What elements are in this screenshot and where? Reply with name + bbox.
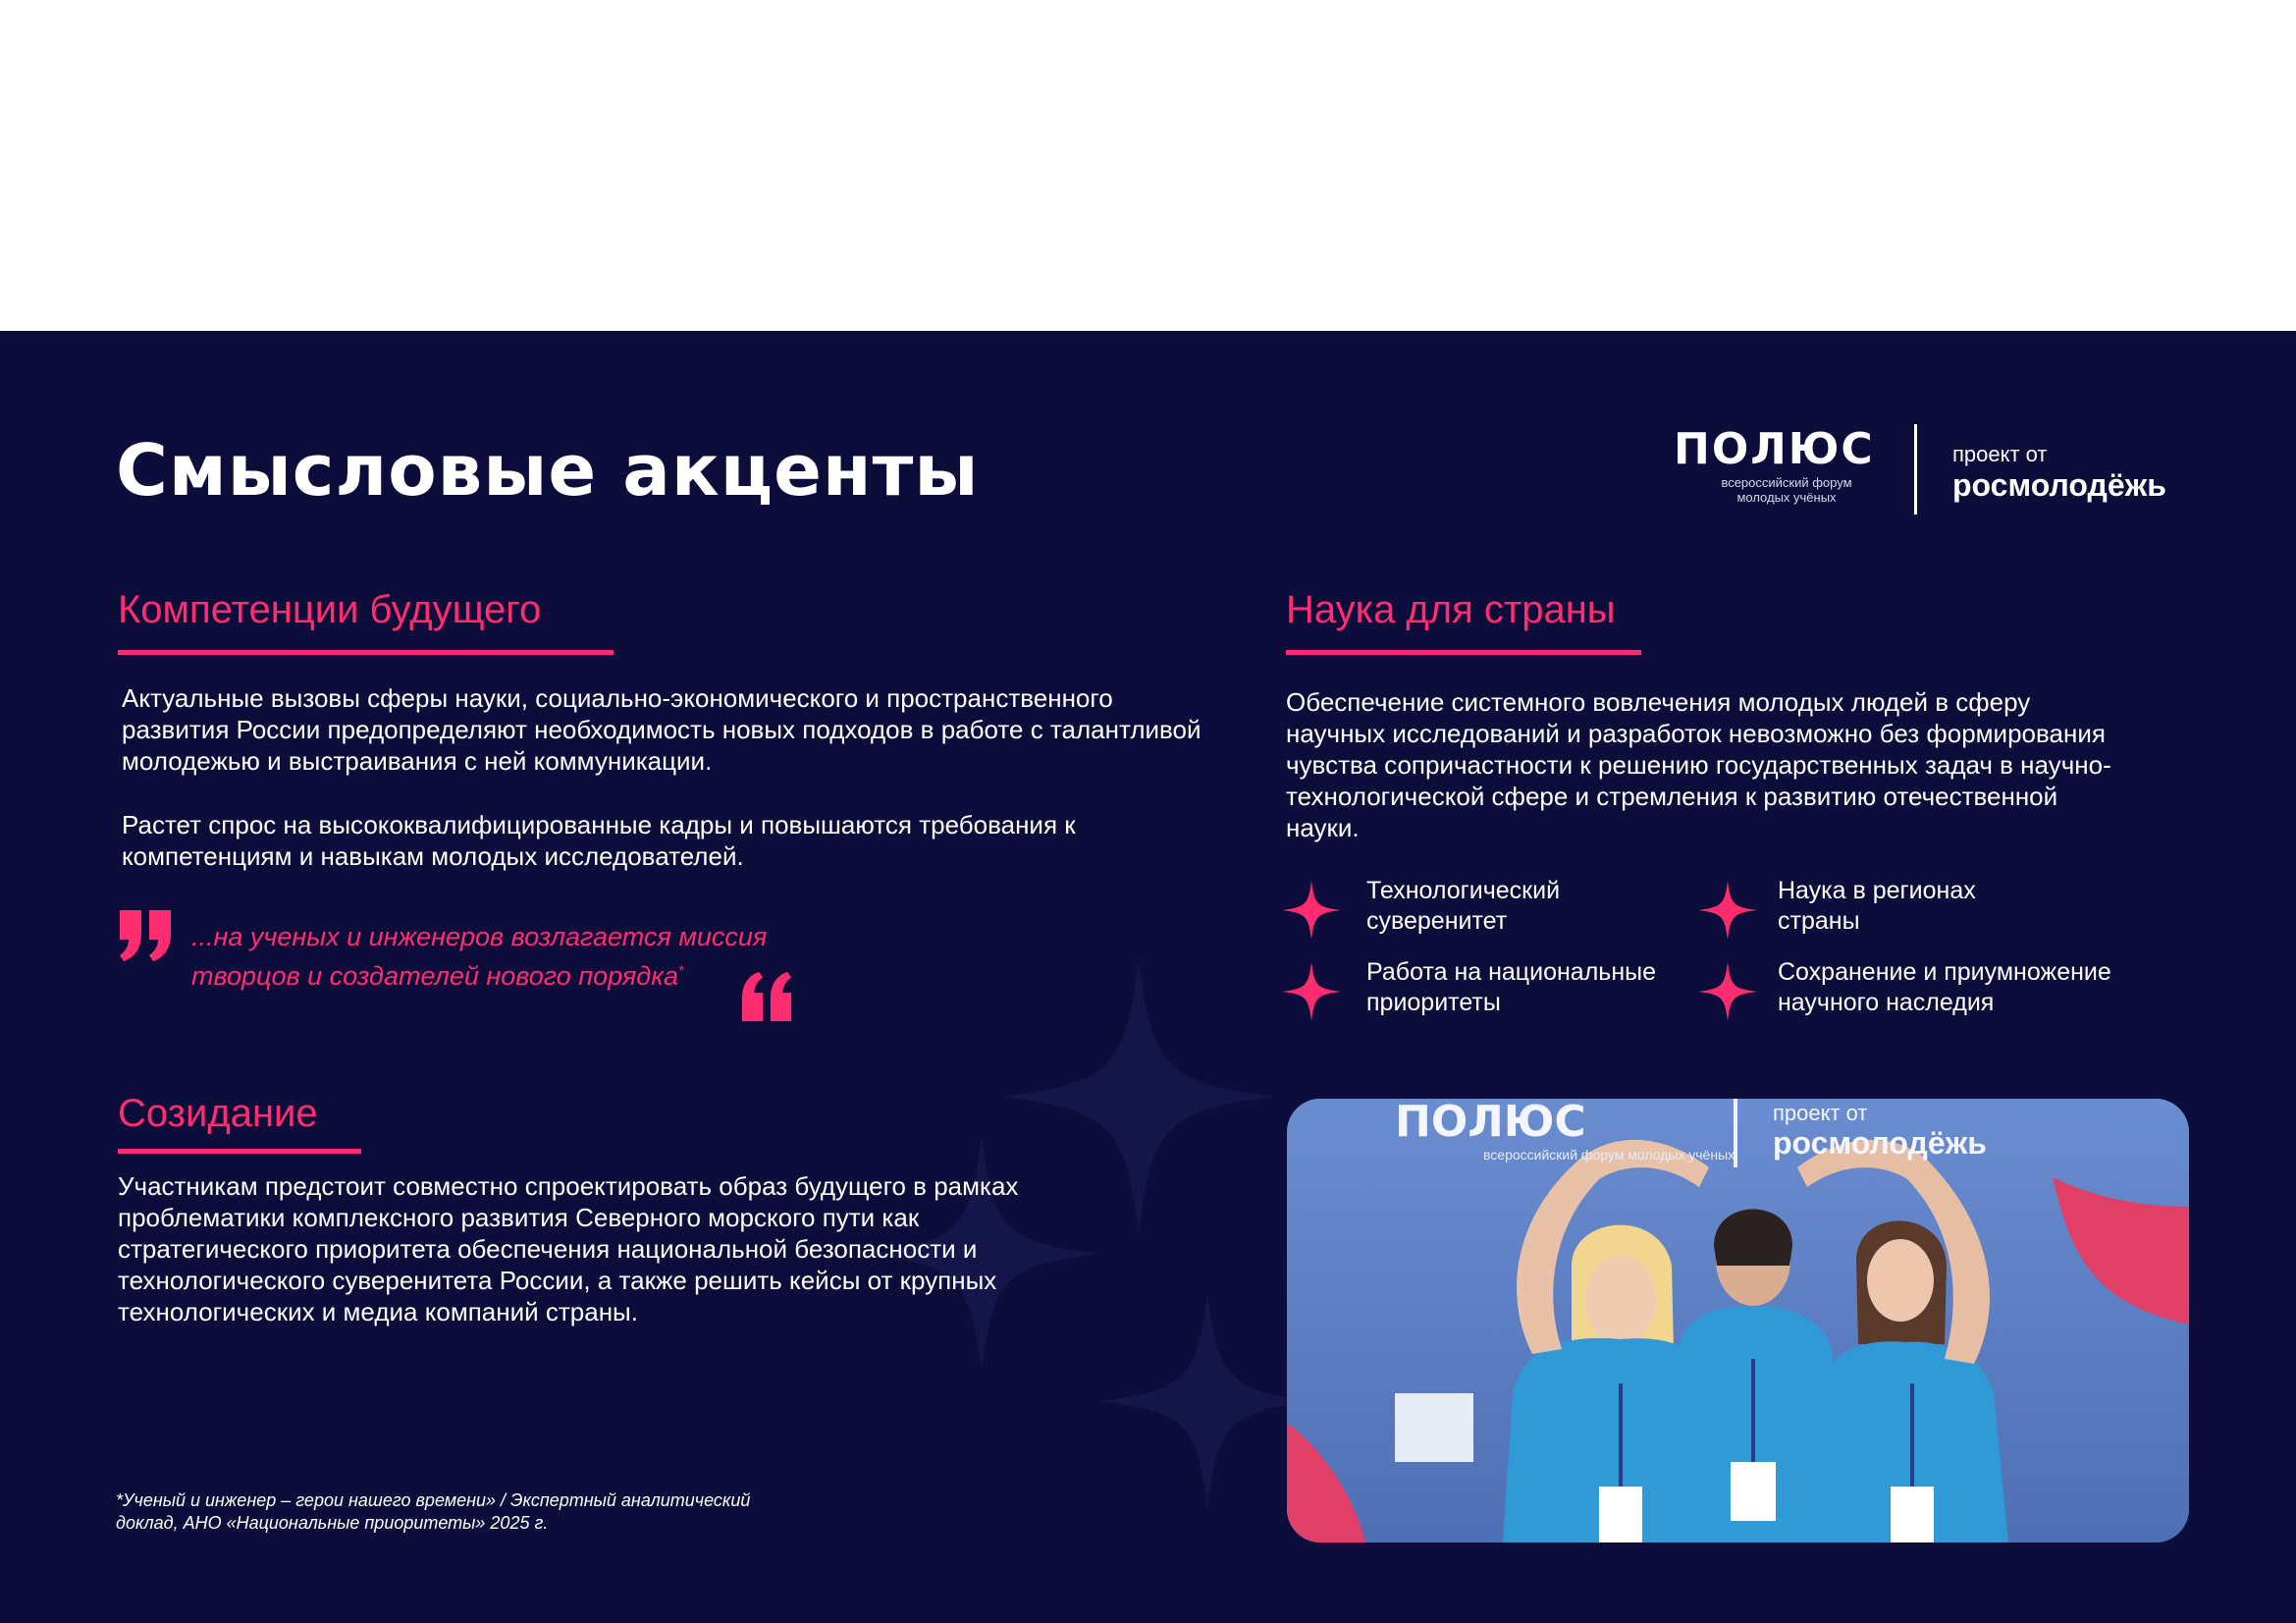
competencies-paragraph-2: Растет спрос на высококвалифицированные кадры и повышаются требования к компетенциям и навыкам молодых исследователей.	[122, 810, 1076, 871]
polyus-logo	[1674, 424, 2184, 522]
page-title: Смысловые акценты	[116, 429, 980, 512]
photo-backdrop-project: проект от	[1773, 1101, 1868, 1125]
bullet-scientific-heritage: Сохранение и приумножение научного наследия	[1778, 958, 2111, 1016]
heading-underline	[1286, 650, 1641, 655]
quote-close-icon	[738, 971, 795, 1022]
heading-underline	[118, 650, 614, 655]
participants-photo	[1287, 1099, 2189, 1542]
heading-underline	[118, 1149, 361, 1154]
top-blank-area	[0, 0, 2296, 331]
quote-open-icon	[116, 910, 175, 961]
star-bullet-icon	[1282, 881, 1341, 940]
logo-divider	[1914, 424, 1917, 514]
logo-org-name: росмолодёжь	[1952, 467, 2166, 503]
section-heading-creation: Созидание	[118, 1092, 318, 1135]
section-heading-competencies: Компетенции будущего	[118, 588, 542, 631]
background-star-icon	[1099, 1293, 1315, 1509]
photo-backdrop-subtitle: всероссийский форум молодых учёных	[1483, 1147, 1735, 1163]
logo-subtitle: всероссийский форум молодых учёных	[1721, 475, 1852, 505]
star-bullet-icon	[1698, 881, 1757, 940]
quote-text: ...на ученых и инженеров возлагается миссия творцов и создателей нового порядка	[191, 922, 768, 991]
competencies-paragraph-1: Актуальные вызовы сферы науки, социально-экономического и пространственного развития России предопределяют необходимость новых подходов в работе с талантливой молодежью и выстраивания с ней коммуникации.	[122, 683, 1201, 776]
photo-illustration	[1287, 1099, 2189, 1542]
bullet-national-priorities: Работа на национальные приоритеты	[1366, 958, 1656, 1016]
logo-main-text: ПОЛЮС	[1674, 424, 1875, 474]
footnote-marker: *	[677, 962, 684, 978]
star-bullet-icon	[1282, 962, 1341, 1021]
creation-paragraph: Участникам предстоит совместно спроектировать образ будущего в рамках проблематики комплексного развития Северного морского пути как стратегического приоритета обеспечения национальной безопасности и технологического суверенитета России, а также решить кейсы от крупных технологических и медиа компаний страны.	[118, 1171, 1019, 1326]
photo-backdrop-org: росмолодёжь	[1773, 1125, 1987, 1161]
star-bullet-icon	[1698, 962, 1757, 1021]
content-panel	[0, 331, 2296, 1623]
bullet-tech-sovereignty: Технологический суверенитет	[1366, 877, 1561, 935]
logo-project-label: проект от	[1952, 442, 2048, 466]
photo-backdrop-logo: ПОЛЮС	[1395, 1099, 1586, 1147]
section-heading-science: Наука для страны	[1286, 588, 1616, 631]
bullet-regional-science: Наука в регионах страны	[1778, 877, 1976, 935]
footnote-source: *Ученый и инженер – герои нашего времени» / Экспертный аналитический доклад, АНО «Национальные приоритеты» 2025 г.	[116, 1490, 751, 1533]
science-paragraph: Обеспечение системного вовлечения молодых людей в сферу научных исследований и разработок невозможно без формирования чувства сопричастности к решению государственных задач в научно-технологической сфере и стремления к развитию отечественной науки.	[1286, 687, 2111, 842]
